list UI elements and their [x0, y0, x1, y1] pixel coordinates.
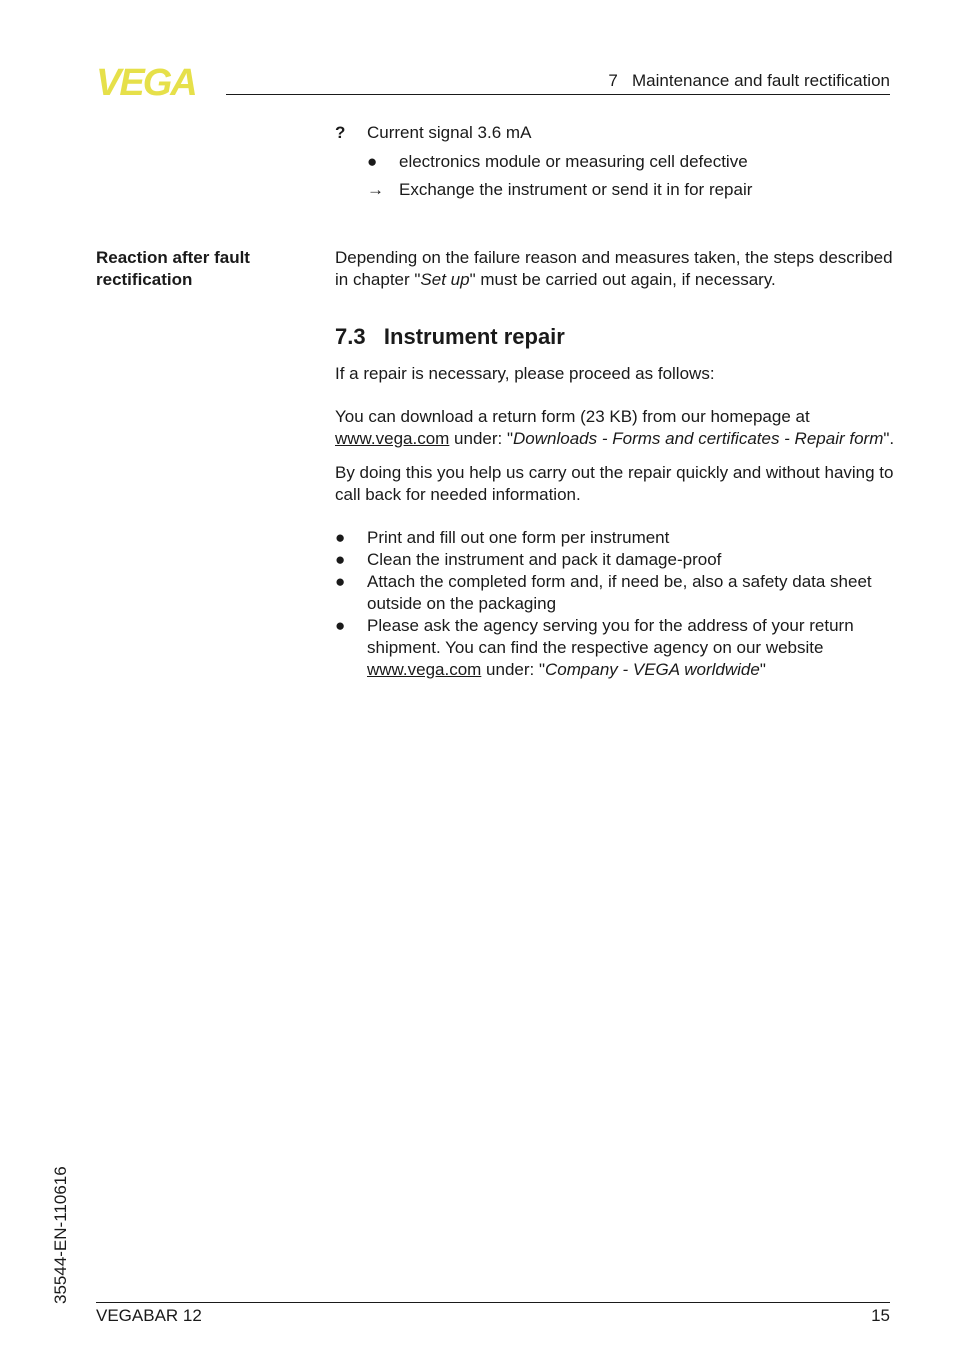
reaction-label: Reaction after fault rectification	[96, 248, 250, 289]
homepage-link[interactable]: www.vega.com	[335, 429, 450, 448]
website-link[interactable]: www.vega.com	[367, 660, 482, 679]
fault-cause: electronics module or measuring cell defective	[399, 152, 748, 171]
download-after: ".	[883, 429, 895, 448]
list-item-path: Company - VEGA worldwide	[545, 660, 760, 679]
reaction-text	[335, 247, 895, 291]
list-item	[335, 527, 895, 549]
question-mark: ?	[335, 123, 346, 142]
repair-steps-list	[335, 527, 895, 681]
bullet-icon: ●	[335, 528, 346, 547]
fault-remedy: Exchange the instrument or send it in for repair	[399, 180, 753, 199]
list-item-text: Attach the completed form and, if need be, also a safety data sheet outside on the packaging	[367, 572, 872, 613]
help-paragraph: By doing this you help us carry out the repair quickly and without having to call back for needed information.	[335, 463, 894, 504]
reaction-text-after: " must be carried out again, if necessary.	[469, 270, 776, 289]
reaction-text-before: Depending on the failure reason and measures taken, the steps described in chapter "	[335, 248, 893, 289]
list-item-middle: under: "	[481, 660, 546, 679]
bullet-icon: ●	[335, 550, 346, 569]
list-item	[335, 549, 895, 571]
list-item	[335, 615, 895, 681]
list-item-text: Please ask the agency serving you for the address of your return shipment. You can find the respective agency on our website	[367, 616, 854, 657]
download-before: You can download a return form (23 KB) from our homepage at	[335, 407, 810, 426]
bullet-icon: ●	[335, 572, 346, 591]
reaction-text-italic: Set up	[420, 270, 470, 289]
vega-logo	[96, 64, 220, 98]
header-rule	[226, 94, 890, 95]
document-code: 35544-EN-110616	[51, 1166, 70, 1304]
bullet-icon: ●	[367, 152, 378, 171]
fault-signal: Current signal 3.6 mA	[367, 123, 532, 142]
footer-rule	[96, 1302, 890, 1303]
download-middle: under: "	[449, 429, 514, 448]
section-title: 7.3 Instrument repair	[335, 324, 565, 349]
list-item-text: Print and fill out one form per instrument	[367, 528, 670, 547]
chapter-heading: 7 Maintenance and fault rectification	[608, 71, 890, 90]
download-path: Downloads - Forms and certificates - Repair form	[513, 429, 884, 448]
arrow-icon: →	[367, 180, 384, 199]
bullet-icon: ●	[335, 616, 346, 635]
product-name: VEGABAR 12	[96, 1306, 202, 1325]
list-item	[335, 571, 895, 615]
download-paragraph	[335, 406, 895, 450]
section-intro: If a repair is necessary, please proceed as follows:	[335, 364, 715, 383]
list-item-after: "	[759, 660, 766, 679]
vega-logo-text: VEGA	[96, 64, 196, 98]
page-number: 15	[871, 1306, 890, 1325]
list-item-text: Clean the instrument and pack it damage-proof	[367, 550, 722, 569]
